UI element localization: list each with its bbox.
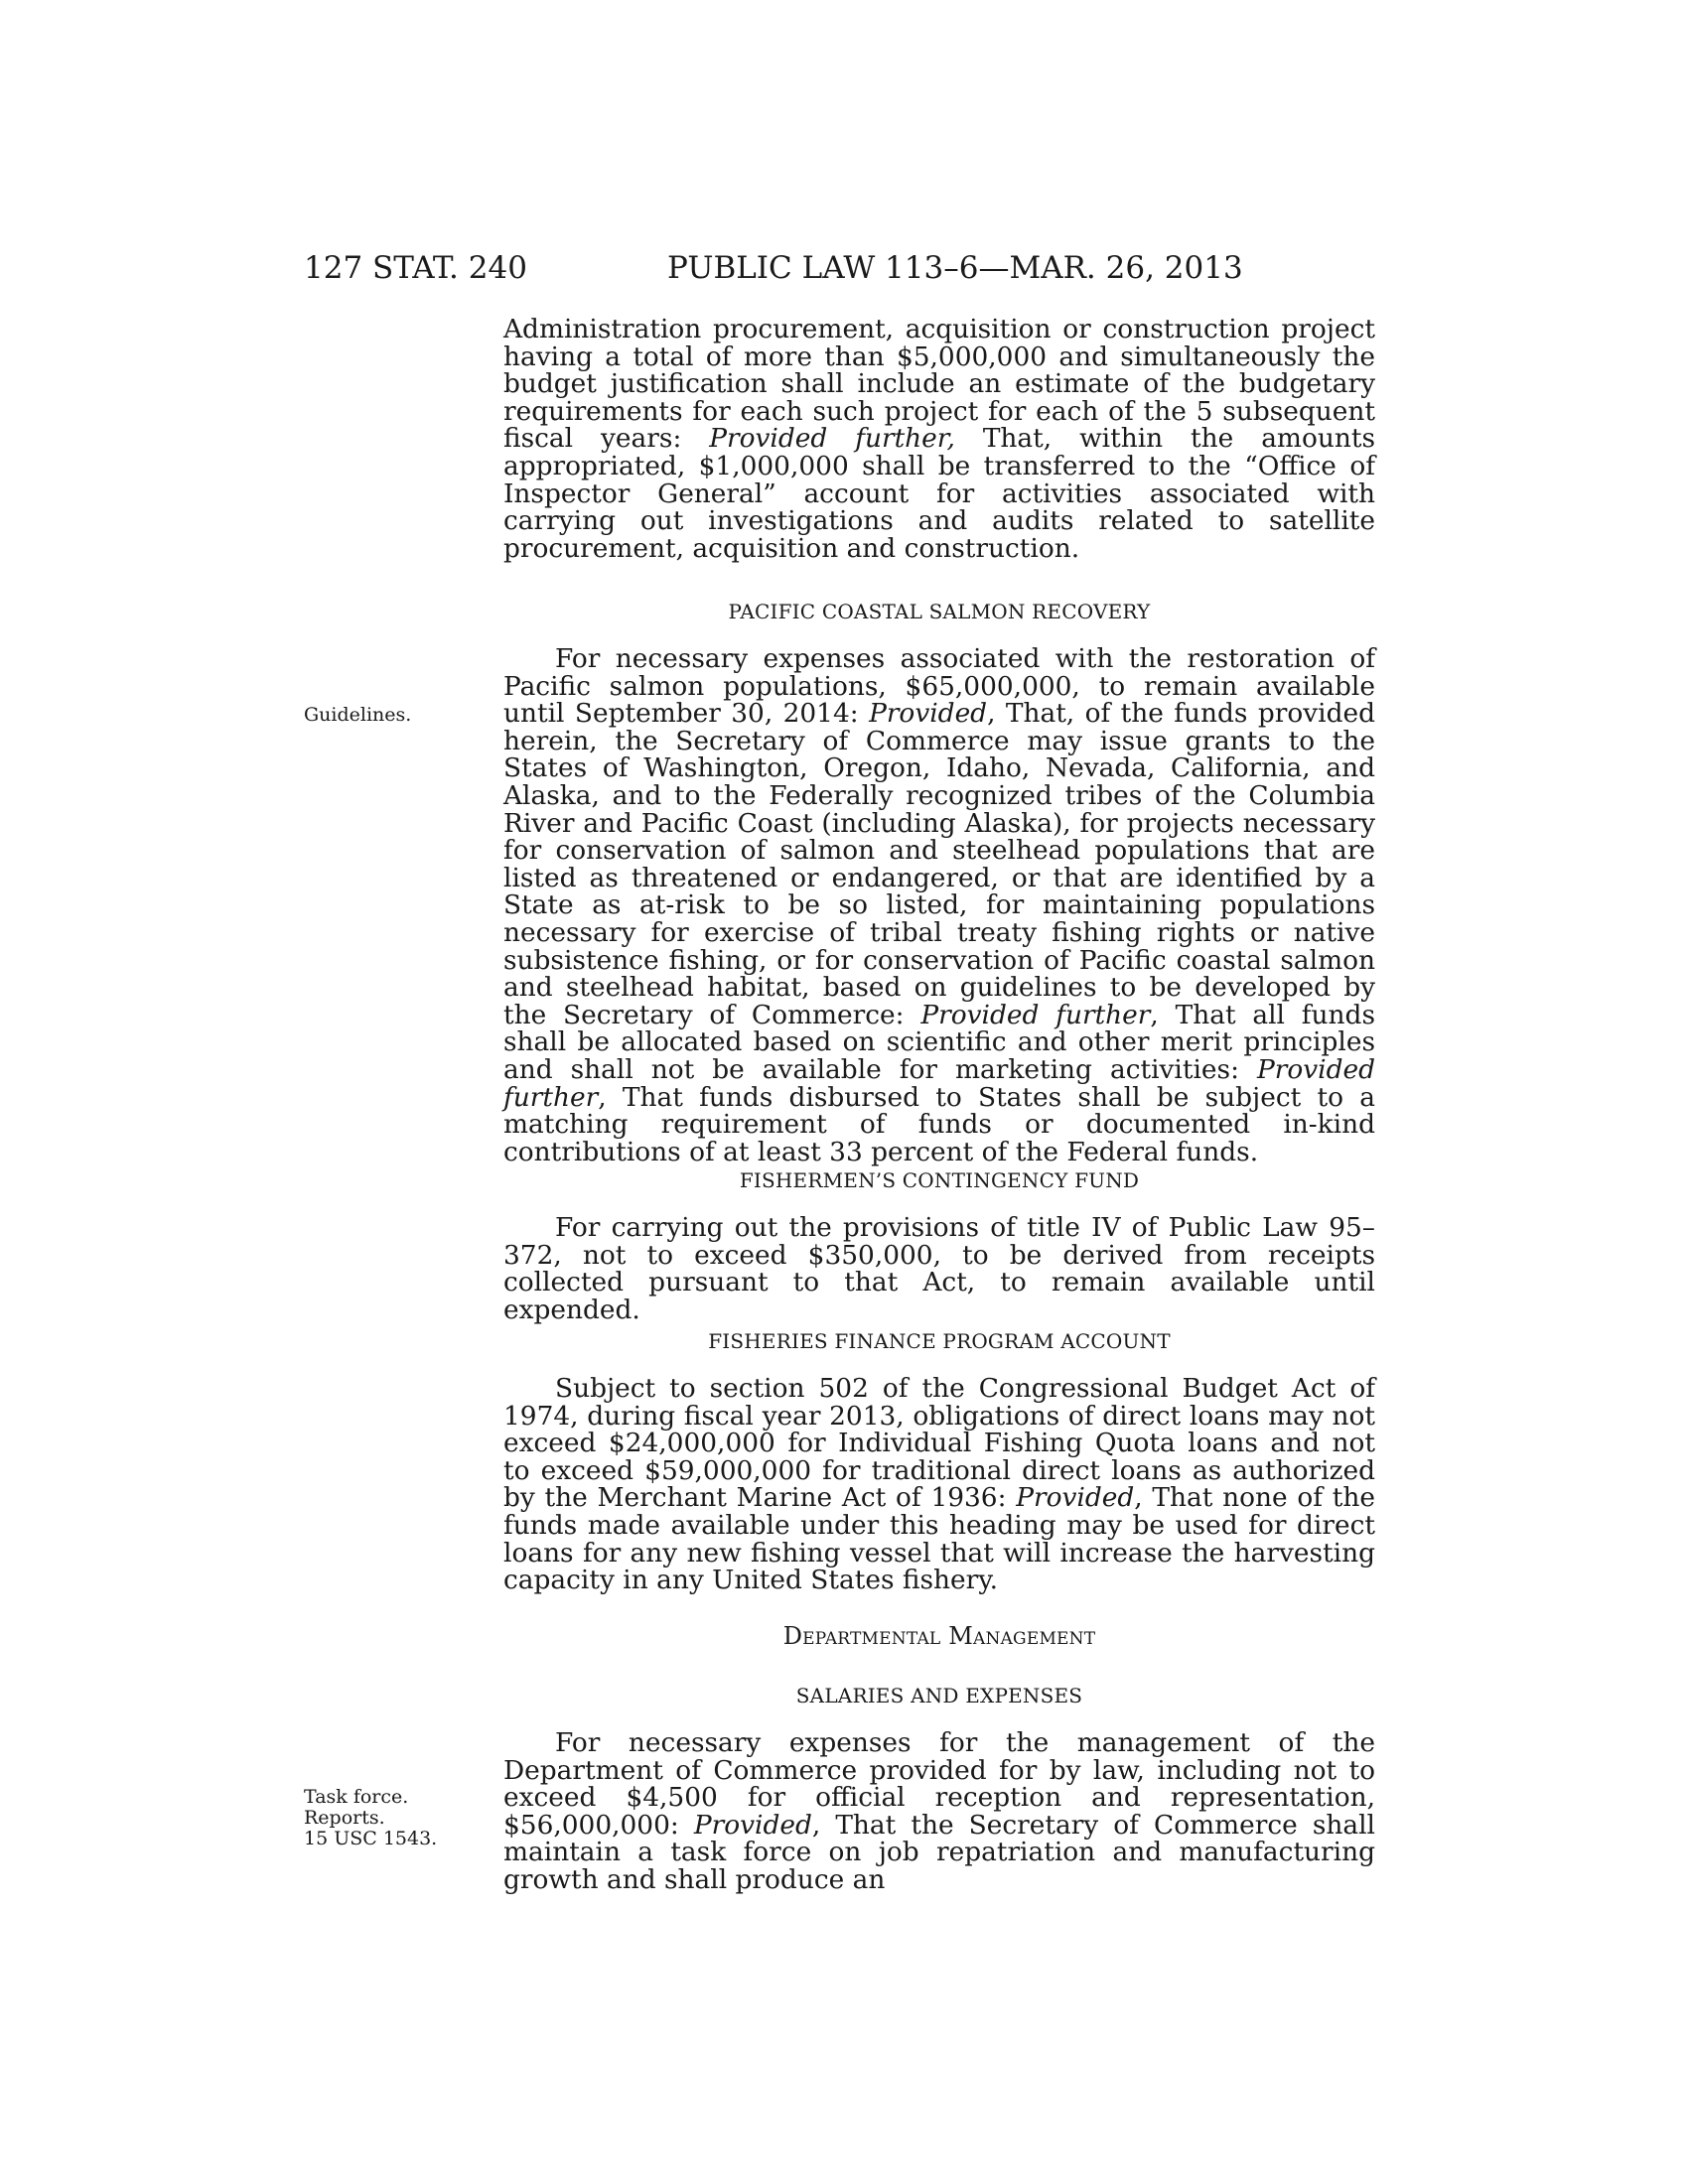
text-segment: , That, of the funds provided herein, the Secretary of Commerce may issue grants to the States of Washington, Oregon, Idaho, Nevada, California, and Alaska, and to the Federally recognized tribes of the Columbia River and Pacific Coast (including Alaska), for projects necessary for conservation of salmon and steelhead populations that are listed as threatened or endangered, or that are identified by a State as at-risk to be so listed, for maintaining populations necessary for exercise of tribal treaty fishing rights or native subsistence fishing, or for conservation of Pacific coastal salmon and steelhead habitat, based on guidelines to be developed by the Secretary of Commerce: [503, 698, 1375, 1030]
italic-proviso: Provided further, [709, 423, 955, 455]
salaries-heading: SALARIES AND EXPENSES [795, 1684, 1083, 1707]
finance-heading: FISHERIES FINANCE PROGRAM ACCOUNT [708, 1329, 1171, 1353]
salaries-paragraph [503, 1729, 1375, 1894]
continuation-paragraph [503, 316, 1375, 562]
contingency-paragraph-block [503, 1214, 1375, 1323]
finance-paragraph-block [503, 1375, 1375, 1594]
italic-proviso: Provided [693, 1809, 812, 1841]
text-segment: Subject to section 502 of the Congressional Budget Act of 1974, during fiscal year 2013, obligations of direct loans may not exceed $24,000,000 for Individual Fishing Quota loans and not to exceed $59,000,000 for traditional direct loans as authorized by the Merchant Marine Act of 1936: [503, 1373, 1375, 1514]
text-segment: That, within the amounts appropriated, $1,000,000 shall be transferred to the “Office of Inspector General” account for activities associated with carrying out investigations and audits related to satellite procurement, acquisition and construction. [503, 423, 1375, 564]
text-segment: For necessary expenses associated with the restoration of Pacific salmon populations, $65,000,000, to remain available until September 30, 2014: [503, 643, 1375, 730]
text-segment: , That funds disbursed to States shall be subject to a matching requirement of funds or documented in-kind contributions of at least 33 percent of the Federal funds. [503, 1081, 1375, 1167]
text-segment: , That all funds shall be allocated based on scientific and other merit principles and shall not be available for marketing activities: [503, 999, 1375, 1085]
stat-page-number: 127 STAT. 240 [304, 250, 527, 286]
margin-note-guidelines: Guidelines. [304, 704, 412, 726]
salmon-paragraph-block [503, 645, 1375, 1165]
italic-proviso: Provided [1016, 1482, 1135, 1514]
italic-proviso: Provided further [920, 999, 1151, 1030]
contingency-heading: FISHERMEN’S CONTINGENCY FUND [739, 1168, 1140, 1192]
text-segment: , That the Secretary of Commerce shall maintain a task force on job repatriation and manufacturing growth and shall produce an [503, 1809, 1375, 1895]
running-title: PUBLIC LAW 113–6—MAR. 26, 2013 [667, 250, 1243, 286]
italic-proviso: Provided further [503, 1053, 1375, 1113]
margin-note-line: Task force. [304, 1786, 409, 1808]
margin-note-line: 15 USC 1543. [304, 1828, 438, 1849]
text-segment: For necessary expenses for the management of the Department of Commerce provided for by law, including not to exceed $4,500 for official reception and representation, $56,000,000: [503, 1727, 1375, 1841]
departmental-heading: Departmental Management [782, 1622, 1096, 1650]
text-segment: , That none of the funds made available under this heading may be used for direct loans for any new fishing vessel that will increase the harvesting capacity in any United States fishery. [503, 1482, 1375, 1596]
margin-note-task-force [304, 1787, 437, 1849]
text-segment: Administration procurement, acquisition or construction project having a total of more than $5,000,000 and simultaneously the budget justification shall include an estimate of the budgetary requirements for each such project for each of the 5 subsequent fiscal years: [503, 314, 1375, 455]
contingency-paragraph: For carrying out the provisions of title IV of Public Law 95–372, not to exceed $350,000, to be derived from receipts collected pursuant to that Act, to remain available until expended. [503, 1212, 1375, 1325]
salmon-heading: PACIFIC COASTAL SALMON RECOVERY [728, 600, 1151, 623]
margin-note-line: Reports. [304, 1807, 385, 1829]
finance-paragraph [503, 1375, 1375, 1594]
salmon-paragraph [503, 645, 1375, 1165]
salaries-paragraph-block [503, 1729, 1375, 1894]
italic-proviso: Provided [869, 698, 988, 730]
continuation-paragraph-block [503, 316, 1375, 562]
